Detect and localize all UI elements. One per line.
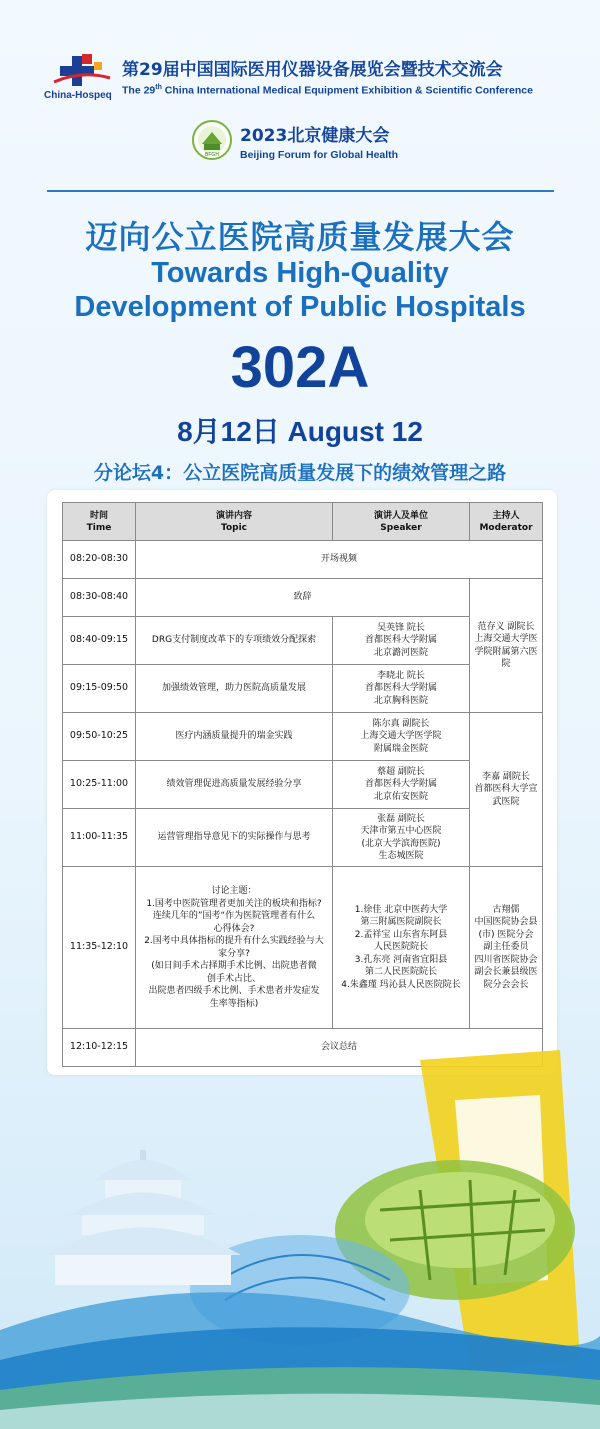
topic-cell: 医疗内涵质量提升的瑞金实践 bbox=[136, 713, 333, 761]
time-cell: 10:25-11:00 bbox=[63, 761, 136, 809]
topic-cell: DRG支付制度改革下的专项绩效分配探索 bbox=[136, 617, 333, 665]
speaker-cell: 陈尔真 副院长 上海交通大学医学院 附属瑞金医院 bbox=[333, 713, 470, 761]
forum-title-cn: 2023北京健康大会 bbox=[240, 126, 390, 146]
schedule-table bbox=[62, 502, 543, 1067]
exhibition-title-cn: 第29届中国国际医用仪器设备展览会暨技术交流会 bbox=[122, 60, 503, 80]
time-cell: 08:30-08:40 bbox=[63, 579, 136, 617]
time-cell: 11:00-11:35 bbox=[63, 809, 136, 867]
conference-title-cn: 迈向公立医院高质量发展大会 bbox=[85, 218, 515, 256]
time-cell: 12:10-12:15 bbox=[63, 1029, 136, 1067]
time-cell: 09:50-10:25 bbox=[63, 713, 136, 761]
forum-title-en: Beijing Forum for Global Health bbox=[240, 149, 399, 161]
speaker-cell: 吴英锋 院长 首都医科大学附属 北京潞河医院 bbox=[333, 617, 470, 665]
speaker-cell: 李晓北 院长 首都医科大学附属 北京胸科医院 bbox=[333, 665, 470, 713]
header-speaker: 演讲人及单位 Speaker bbox=[333, 503, 470, 541]
header-moderator: 主持人 Moderator bbox=[470, 503, 543, 541]
exhibition-title-en: The 29th China International Medical Equipment Exhibition & Scientific Conference bbox=[122, 84, 533, 97]
speaker-cell: 1.徐佳 北京中医药大学 第三附属医院副院长 2.孟祥宝 山东省东阿县 人民医院院长 3.孔东亮 河南省宜阳县 第二人民医院院长 4.朱鑫瑾 玛沁县人民医院院长 bbox=[333, 867, 470, 1029]
table-row bbox=[63, 541, 543, 579]
table-row bbox=[63, 579, 543, 617]
topic-cell: 绩效管理促进高质量发展经验分享 bbox=[136, 761, 333, 809]
table-row bbox=[63, 713, 543, 761]
topic-cell: 运营管理指导意见下的实际操作与思考 bbox=[136, 809, 333, 867]
china-hospeq-logo-icon bbox=[52, 52, 114, 94]
conference-date: 8月12日 August 12 bbox=[177, 416, 423, 447]
topic-cell: 加强绩效管理，助力医院高质量发展 bbox=[136, 665, 333, 713]
moderator-cell: 李嘉 副院长 首都医科大学宣 武医院 bbox=[470, 713, 543, 867]
header-time: 时间 Time bbox=[63, 503, 136, 541]
topic-cell: 讨论主题： 1.国考中医院管理者更加关注的板块和指标? 连续几年的”国考“作为医院管理者有什么 心得体会? 2.国考中具体指标的提升有什么实践经验与大 家分享? (如日间手术占择期手术比例、出院患者微 创手术占比、 出院患者四级手术比例、手术患者并发症发 生率等指标) bbox=[136, 867, 333, 1029]
china-hospeq-logo-text: China-Hospeq bbox=[44, 90, 112, 101]
subforum-title: 分论坛4：公立医院高质量发展下的绩效管理之路 bbox=[93, 462, 507, 484]
time-cell: 09:15-09:50 bbox=[63, 665, 136, 713]
moderator-cell: 古翔儒 中国医院协会县 (市) 医院分会 副主任委员 四川省医院协会 副会长兼县级医 院分会会长 bbox=[470, 867, 543, 1029]
header-topic: 演讲内容 Topic bbox=[136, 503, 333, 541]
topic-cell: 致辞 bbox=[136, 579, 470, 617]
header-divider bbox=[47, 190, 554, 192]
topic-cell: 会议总结 bbox=[136, 1029, 543, 1067]
table-row bbox=[63, 867, 543, 1029]
table-header-row bbox=[63, 503, 543, 541]
time-cell: 11:35-12:10 bbox=[63, 867, 136, 1029]
moderator-cell: 范存义 副院长 上海交通大学医 学院附属第六医 院 bbox=[470, 579, 543, 713]
topic-cell: 开场视频 bbox=[136, 541, 543, 579]
speaker-cell: 张磊 副院长 天津市第五中心医院 (北京大学滨海医院) 生态城医院 bbox=[333, 809, 470, 867]
beijing-landmarks-illustration bbox=[0, 1030, 600, 1429]
speaker-cell: 蔡超 副院长 首都医科大学附属 北京佑安医院 bbox=[333, 761, 470, 809]
svg-text:BFGH: BFGH bbox=[205, 152, 219, 158]
bfgh-logo-icon bbox=[192, 120, 232, 160]
temple-of-heaven-shape bbox=[45, 1150, 241, 1285]
time-cell: 08:20-08:30 bbox=[63, 541, 136, 579]
time-cell: 08:40-09:15 bbox=[63, 617, 136, 665]
room-number: 302A bbox=[230, 335, 370, 400]
conference-title-en: Towards High-Quality Development of Public Hospitals bbox=[74, 257, 526, 323]
